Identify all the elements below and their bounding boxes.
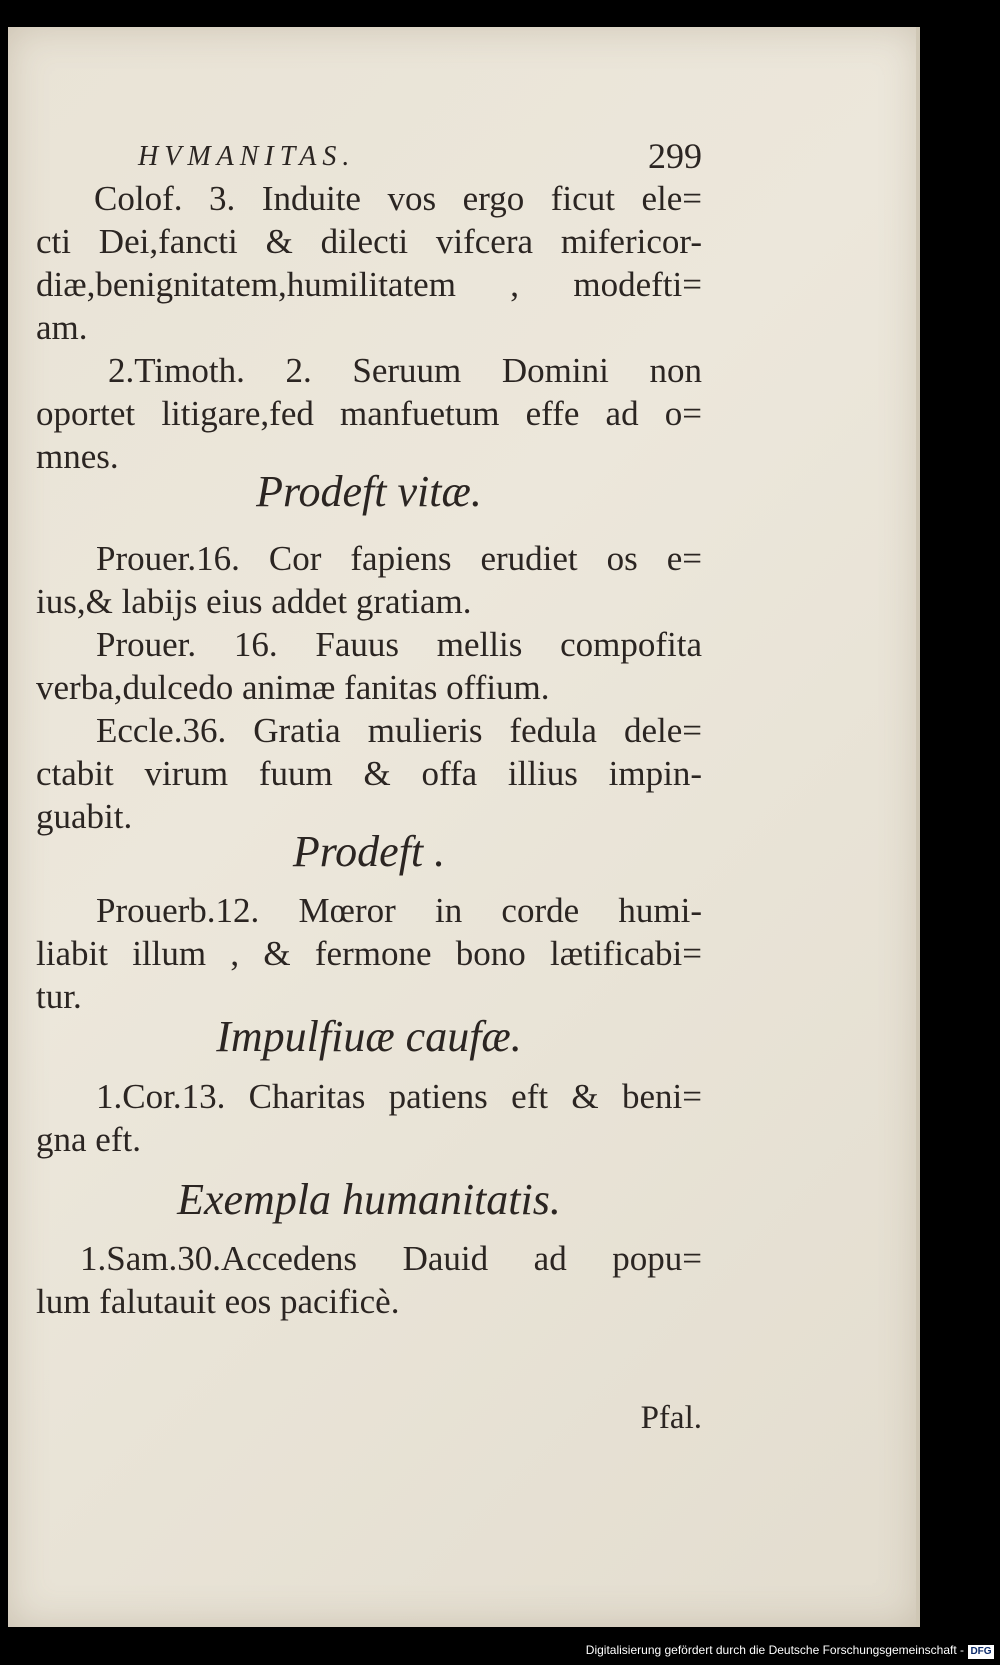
text-line: Prouer. 16. Fauus mellis compofita [96, 625, 702, 664]
passage-proverbs-12 [36, 889, 702, 1018]
running-head-title: HVMANITAS. [138, 141, 356, 172]
passage-corinthians [36, 1075, 702, 1161]
text-line: ius,& labijs eius addet gratiam. [36, 582, 472, 621]
text-line: Prouer.16. Cor fapiens erudiet os e= [96, 539, 702, 578]
running-head [138, 135, 702, 175]
catchword: Pfal. [640, 1400, 702, 1436]
passage-ecclesiasticus [36, 709, 702, 838]
page-number: 299 [648, 136, 702, 176]
section-heading: Prodeft . [292, 827, 446, 876]
text-line: Colof. 3. Induite vos ergo ficut ele= [94, 179, 702, 218]
section-heading: Exempla humanitatis. [177, 1175, 561, 1224]
text-line: ctabit virum fuum & offa illius impin- [36, 754, 702, 793]
text-line: gna eft. [36, 1120, 141, 1159]
footer-bar [0, 1635, 1000, 1665]
passage-samuel [36, 1237, 702, 1323]
text-line: liabit illum , & fermone bono lætificabi= [36, 934, 702, 973]
text-line: 1.Sam.30.Accedens Dauid ad popu= [80, 1239, 702, 1278]
text-line: mnes. [36, 437, 119, 476]
passage-proverbs-16a [36, 537, 702, 623]
text-line: 1.Cor.13. Charitas patiens eft & beni= [96, 1077, 702, 1116]
page-edge [916, 27, 920, 1627]
text-line: cti Dei,fancti & dilecti vifcera mifericor- [36, 222, 702, 261]
text-line: verba,dulcedo animæ fanitas offium. [36, 668, 550, 707]
funding-credit: Digitalisierung gefördert durch die Deutsche Forschungsgemeinschaft - [585, 1643, 964, 1657]
text-line: tur. [36, 977, 82, 1016]
text-line: 2.Timoth. 2. Seruum Domini non [108, 351, 702, 390]
text-line: am. [36, 308, 88, 347]
text-line: Eccle.36. Gratia mulieris fedula dele= [96, 711, 702, 750]
section-heading: Prodeft vitæ. [256, 467, 482, 516]
text-line: guabit. [36, 797, 133, 836]
text-line: oportet litigare,fed manfuetum effe ad o= [36, 394, 702, 433]
passage-colossians [36, 177, 702, 349]
text-line: diæ,benignitatem,humilitatem , modefti= [36, 265, 702, 304]
text-line: lum falutauit eos pacificè. [36, 1282, 400, 1321]
book-page [8, 27, 920, 1627]
passage-proverbs-16b [36, 623, 702, 709]
section-heading: Impulfiuæ caufæ. [216, 1012, 522, 1061]
dfg-logo: DFG [968, 1645, 994, 1659]
text-line: Prouerb.12. Mœror in corde humi- [96, 891, 702, 930]
passage-timothy [36, 349, 702, 478]
